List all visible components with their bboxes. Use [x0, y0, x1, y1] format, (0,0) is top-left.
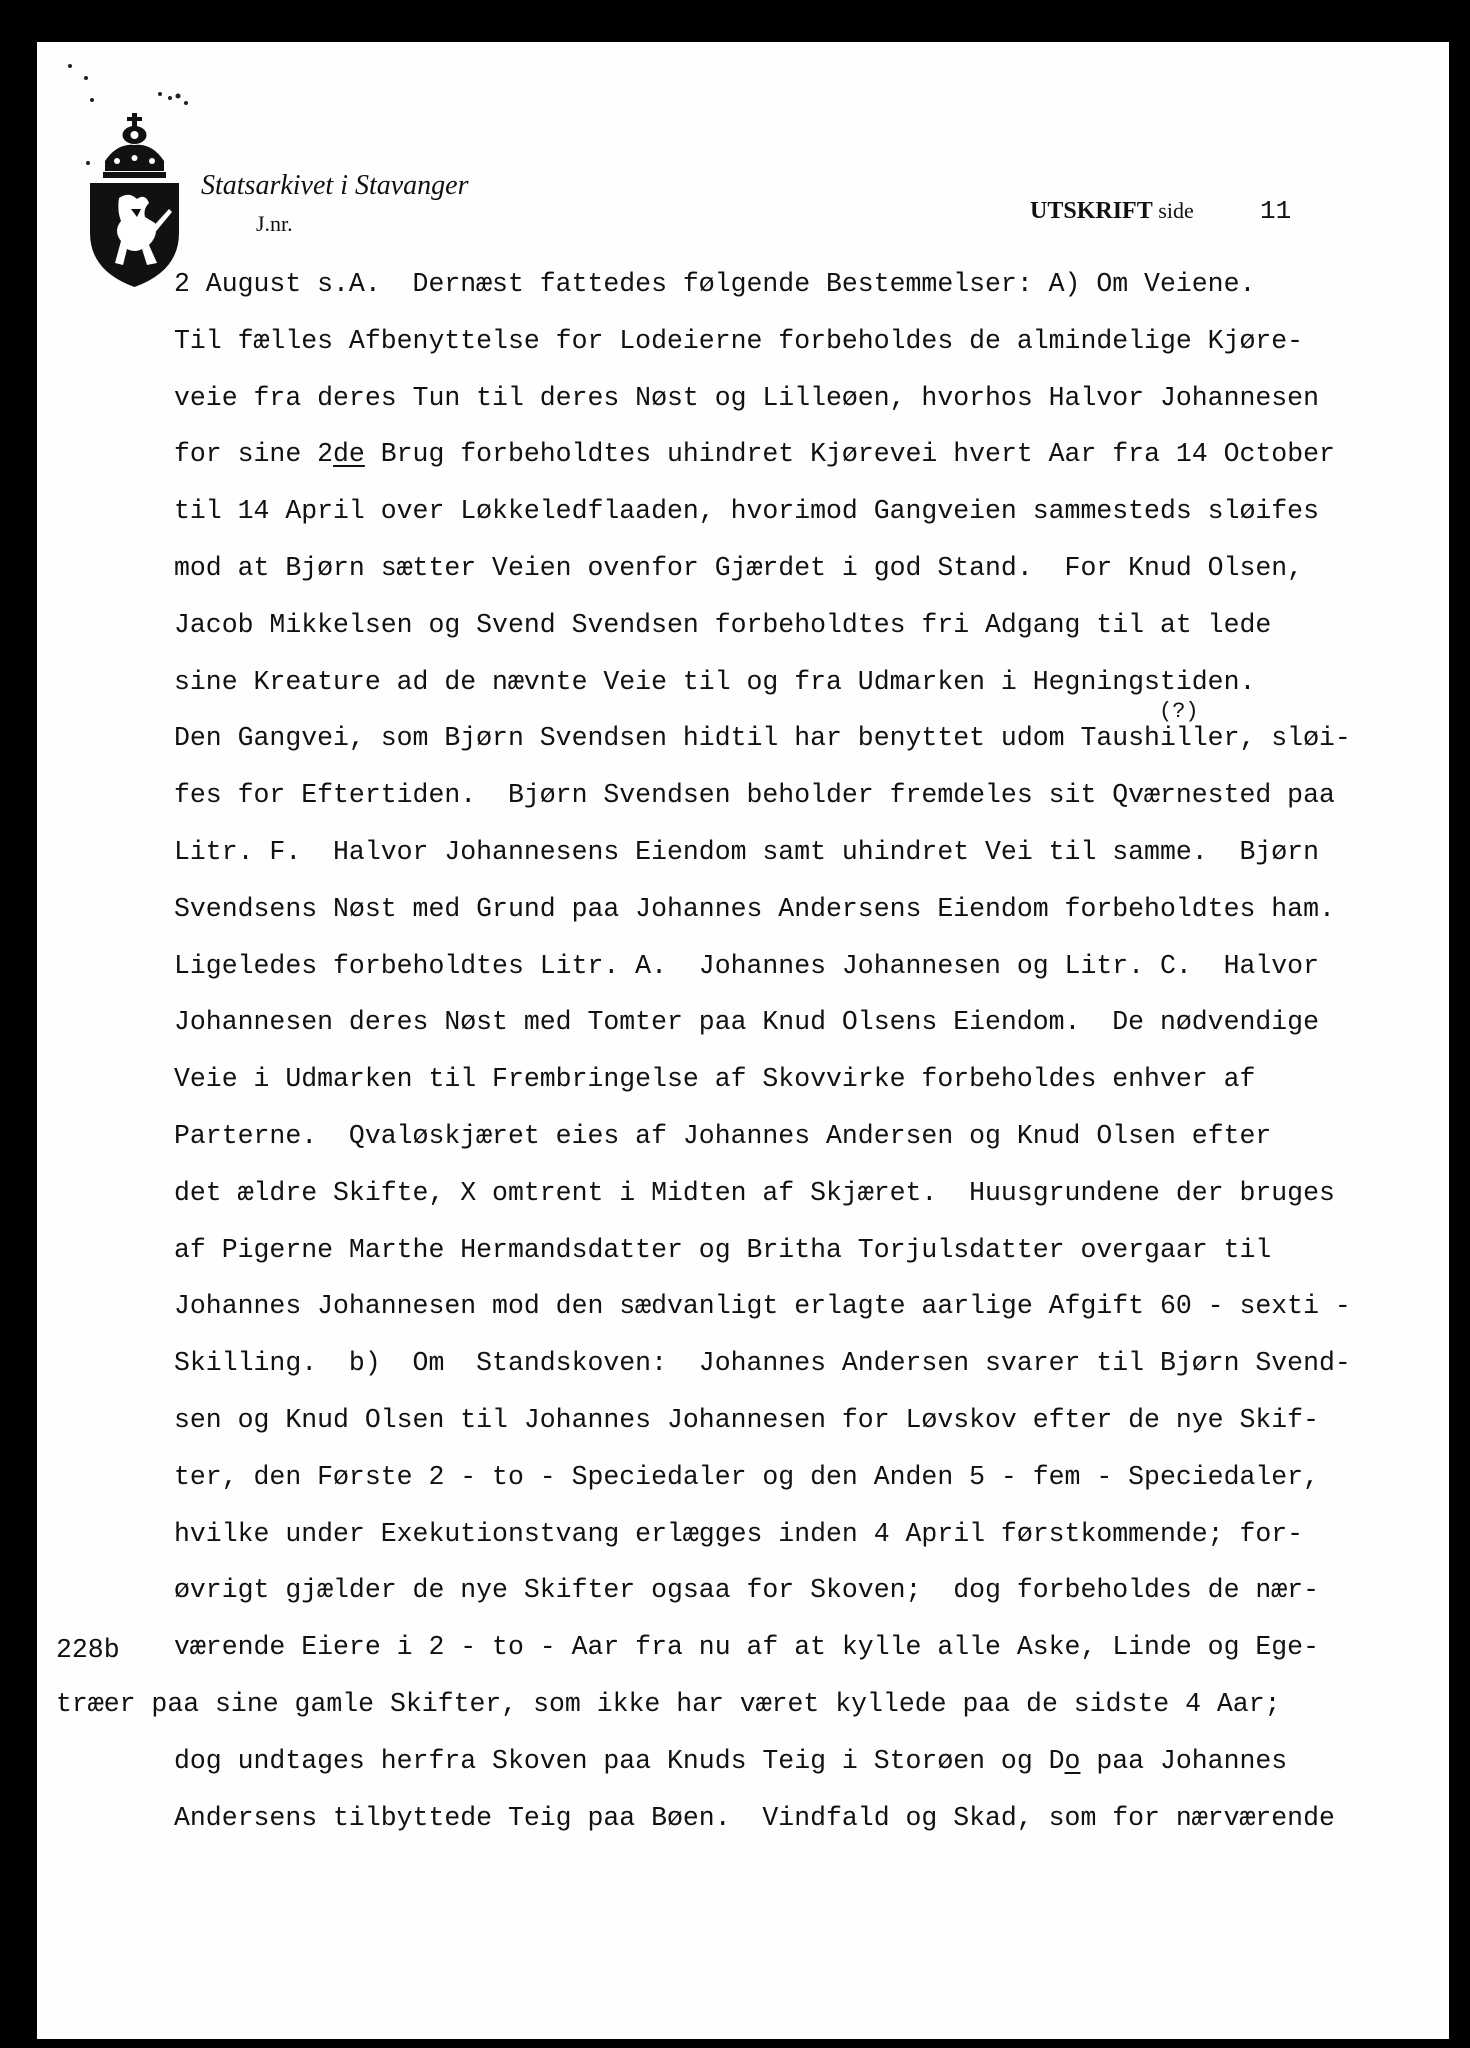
line-text: til 14 April over Løkkeledflaaden, hvorimod Gangveien sammesteds sløifes	[174, 496, 1319, 527]
line-text: Brug forbeholdtes uhindret Kjørevei hvert Aar fra 14 October	[364, 439, 1335, 470]
text-line	[174, 555, 1303, 582]
line-text: Skilling. b) Om Standskoven: Johannes Andersen svarer til Bjørn Svend-	[174, 1348, 1351, 1379]
line-text: det ældre Skifte, X omtrent i Midten af Skjæret. Huusgrundene der bruges	[174, 1177, 1335, 1208]
page-number: 11	[1260, 196, 1292, 226]
text-line	[174, 1066, 1255, 1093]
margin-reference: 228b	[56, 1635, 120, 1665]
text-line	[174, 1293, 1351, 1320]
text-line	[174, 1407, 1319, 1434]
text-line	[174, 382, 1319, 413]
text-line	[174, 498, 1319, 525]
line-text: sine Kreature ad de nævnte Veie til og fra Udmarken i Hegningstiden.	[174, 666, 1256, 697]
text-line	[174, 441, 1335, 468]
line-text: sen og Knud Olsen til Johannes Johannesen for Løvskov efter de nye Skif-	[174, 1405, 1319, 1435]
line-text: Ligeledes forbeholdtes Litr. A. Johannes Johannesen og Litr. C. Halvor	[174, 950, 1319, 981]
text-line	[174, 609, 1272, 640]
line-text: Parterne. Qvaløskjæret eies af Johannes Andersen og Knud Olsen efter	[174, 1121, 1272, 1151]
line-text: dog undtages herfra Skoven paa Knuds Teig i Storøen og D	[174, 1745, 1065, 1776]
text-line	[174, 1350, 1351, 1377]
institution-name: Statsarkivet i Stavanger	[201, 170, 469, 201]
underlined-text: o	[1064, 1745, 1081, 1776]
text-line	[174, 1745, 1288, 1776]
line-text: Jacob Mikkelsen og Svend Svendsen forbeholdtes fri Adgang til at lede	[174, 609, 1272, 640]
transcript-label	[1030, 198, 1194, 225]
line-text: Svendsens Nøst med Grund paa Johannes Andersens Eiendom forbeholdtes ham.	[174, 893, 1335, 924]
line-text: 2 August s.A. Dernæst fattedes følgende Bestemmelser: A) Om Veiene.	[174, 269, 1256, 299]
text-line	[174, 893, 1335, 924]
text-line	[56, 1691, 1281, 1718]
text-line	[174, 1123, 1271, 1150]
coat-of-arms-icon	[87, 113, 182, 288]
line-text: Veie i Udmarken til Frembringelse af Skovvirke forbeholdes enhver af	[174, 1064, 1256, 1095]
line-text: Den Gangvei, som Bjørn Svendsen hidtil har benyttet udom Taushiller, sløi-	[174, 723, 1351, 754]
line-text: for sine 2	[174, 439, 334, 470]
text-line	[174, 950, 1319, 981]
line-text: Johannes Johannesen mod den sædvanligt erlagte aarlige Afgift 60 - sexti -	[174, 1291, 1351, 1322]
text-line	[174, 1461, 1319, 1492]
line-text: øvrigt gjælder de nye Skifter ogsaa for Skoven; dog forbeholdes de nær-	[174, 1575, 1319, 1606]
text-line	[174, 782, 1335, 809]
transcript-title: UTSKRIFT	[1030, 198, 1153, 224]
text-line	[174, 839, 1319, 866]
text-line	[174, 1577, 1319, 1604]
text-line	[174, 1177, 1335, 1208]
line-text: paa Johannes	[1080, 1745, 1288, 1776]
line-text: ter, den Første 2 - to - Speciedaler og den Anden 5 - fem - Speciedaler,	[174, 1461, 1319, 1492]
line-text: Andersens tilbyttede Teig paa Bøen. Vindfald og Skad, som for nærværende	[174, 1802, 1335, 1833]
text-line	[174, 1634, 1319, 1661]
text-line	[174, 1234, 1272, 1265]
line-text: Litr. F. Halvor Johannesens Eiendom samt uhindret Vei til samme. Bjørn	[174, 837, 1319, 867]
journal-number-label: J.nr.	[256, 211, 293, 236]
side-label: side	[1158, 198, 1194, 223]
text-line	[174, 271, 1255, 298]
uncertain-reading-mark: (?)	[1159, 699, 1199, 724]
text-line	[174, 325, 1304, 356]
line-text: Til fælles Afbenyttelse for Lodeierne forbeholdes de almindelige Kjøre-	[174, 325, 1304, 356]
line-text: værende Eiere i 2 - to - Aar fra nu af at kylle alle Aske, Linde og Ege-	[174, 1632, 1319, 1663]
line-text: hvilke under Exekutionstvang erlægges inden 4 April førstkommende; for-	[174, 1518, 1304, 1549]
line-text: fes for Eftertiden. Bjørn Svendsen beholder fremdeles sit Qværnested paa	[174, 780, 1335, 811]
line-text: træer paa sine gamle Skifter, som ikke har været kyllede paa de sidste 4 Aar;	[56, 1689, 1281, 1719]
line-text: Johannesen deres Nøst med Tomter paa Knud Olsens Eiendom. De nødvendige	[174, 1007, 1319, 1038]
line-text: veie fra deres Tun til deres Nøst og Lilleøen, hvorhos Halvor Johannesen	[174, 382, 1319, 413]
line-text: mod at Bjørn sætter Veien ovenfor Gjærdet i god Stand. For Knud Olsen,	[174, 553, 1304, 583]
line-text: af Pigerne Marthe Hermandsdatter og Britha Torjulsdatter overgaar til	[174, 1234, 1272, 1265]
underlined-text: de	[333, 439, 365, 470]
text-line	[174, 1518, 1304, 1549]
text-line	[174, 666, 1256, 697]
text-line	[174, 1802, 1335, 1833]
text-line	[174, 1009, 1319, 1036]
text-line	[174, 725, 1351, 752]
